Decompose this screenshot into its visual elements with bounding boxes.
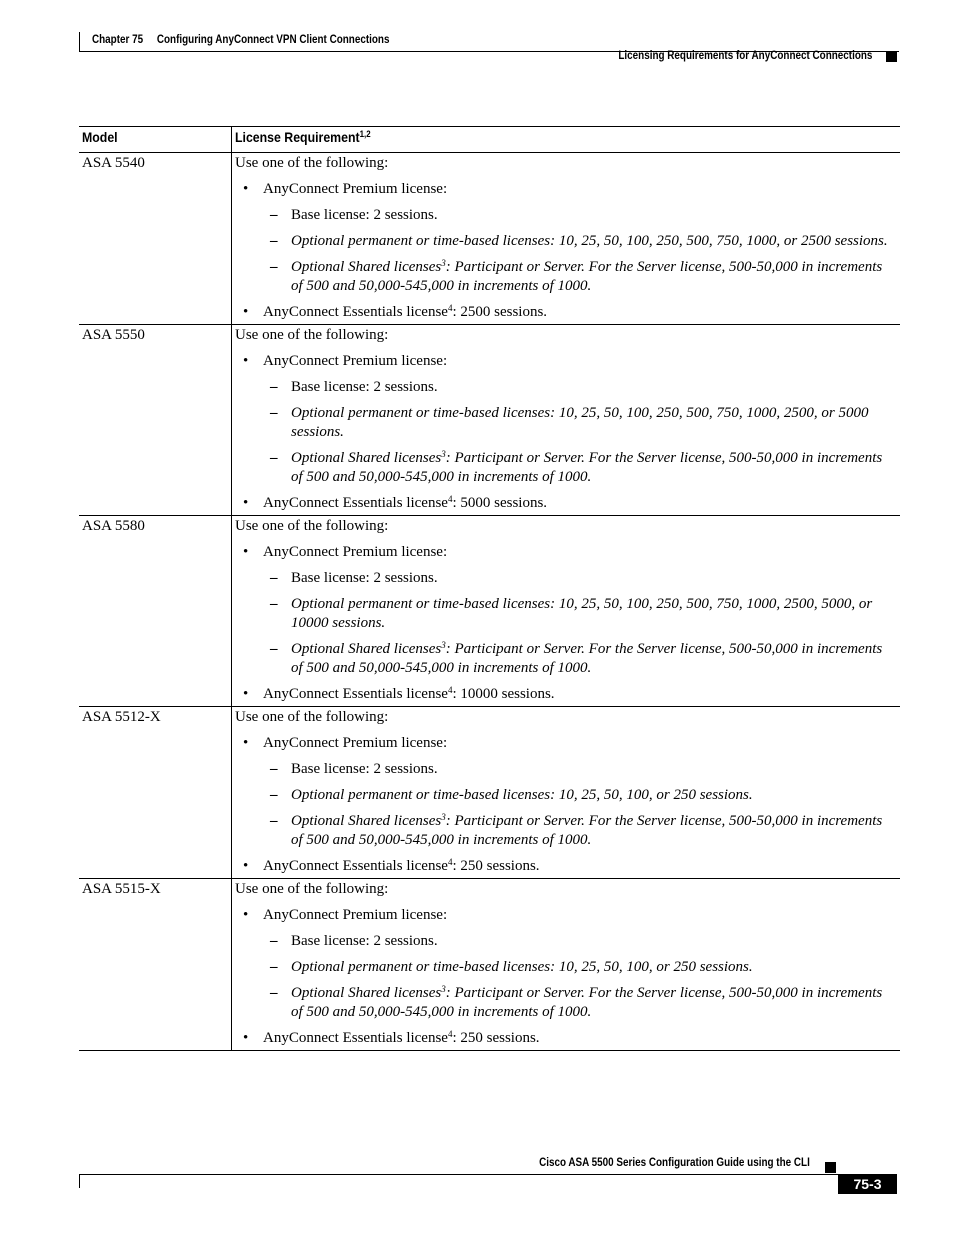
footer-guide-title: Cisco ASA 5500 Series Configuration Guide using the CLI: [539, 1157, 810, 1169]
bullet-icon: •: [243, 495, 249, 511]
list-item: [263, 569, 897, 588]
essentials-license: AnyConnect Essentials license$^4$: 250 sessions.: [263, 1029, 540, 1046]
chapter-number: Chapter 75: [92, 34, 144, 46]
table-row: [79, 516, 900, 707]
footnote-ref: 4: [447, 685, 453, 695]
footnote-ref: 3: [441, 258, 446, 268]
model-name: ASA 5550: [82, 327, 145, 343]
base-license: Base license: 2 sessions.: [291, 761, 438, 777]
license-cell: [232, 707, 901, 879]
list-item: [263, 258, 897, 296]
footer-marker: [825, 1162, 836, 1173]
row-intro: Use one of the following:: [235, 518, 389, 534]
list-item: [235, 857, 897, 876]
base-license: Base license: 2 sessions.: [291, 933, 438, 949]
header-chapter: [92, 34, 389, 46]
footnote-ref: 4: [447, 494, 453, 504]
row-intro: Use one of the following:: [235, 327, 389, 343]
list-item: [235, 1029, 897, 1048]
list-item: [235, 734, 897, 850]
optional-licenses: Optional permanent or time-based licenses: 10, 25, 50, 100, or 250 sessions.: [291, 959, 753, 975]
list-item: [263, 640, 897, 678]
license-list: [235, 734, 897, 876]
column-header-model: Model: [79, 127, 232, 153]
model-name: ASA 5512-X: [82, 709, 161, 725]
license-list: [235, 906, 897, 1048]
license-cell: [232, 879, 901, 1051]
shared-licenses: Optional Shared licenses$^3$: Participant or Server. For the Server license, 500-50,000 in increments of 500 and 50,000-545,000 in increments of 1000.: [291, 812, 883, 848]
premium-sublist: [263, 760, 897, 850]
premium-label: AnyConnect Premium license:: [263, 735, 448, 751]
premium-sublist: [263, 206, 897, 296]
base-license: Base license: 2 sessions.: [291, 570, 438, 586]
license-list: [235, 352, 897, 513]
essentials-license: AnyConnect Essentials license$^4$: 250 sessions.: [263, 857, 540, 874]
license-cell: [232, 325, 901, 516]
list-item: [263, 404, 897, 442]
table-row: [79, 153, 900, 325]
essentials-license: AnyConnect Essentials license$^4$: 5000 sessions.: [263, 494, 548, 511]
list-item: [235, 685, 897, 704]
optional-licenses: Optional permanent or time-based licenses: 10, 25, 50, 100, 250, 500, 750, 1000, or 2500 sessions.: [291, 233, 888, 249]
footnote-ref: 3: [441, 449, 446, 459]
footnote-ref: 4: [447, 857, 453, 867]
dash-icon: –: [270, 405, 278, 421]
shared-licenses: Optional Shared licenses$^3$: Participant or Server. For the Server license, 500-50,000 in increments of 500 and 50,000-545,000 in increments of 1000.: [291, 640, 883, 676]
premium-sublist: [263, 932, 897, 1022]
list-item: [263, 595, 897, 633]
bullet-icon: •: [243, 1030, 249, 1046]
model-cell: [79, 516, 232, 707]
shared-licenses: Optional Shared licenses$^3$: Participant or Server. For the Server license, 500-50,000 in increments of 500 and 50,000-545,000 in increments of 1000.: [291, 984, 883, 1020]
bullet-icon: •: [243, 686, 249, 702]
premium-label: AnyConnect Premium license:: [263, 181, 448, 197]
header-section-title: Licensing Requirements for AnyConnect Connections: [617, 50, 872, 62]
license-list: [235, 543, 897, 704]
table-header-row: [79, 127, 900, 153]
dash-icon: –: [270, 450, 278, 466]
dash-icon: –: [270, 596, 278, 612]
header-marker: [886, 51, 897, 62]
row-intro: Use one of the following:: [235, 155, 389, 171]
list-item: [263, 378, 897, 397]
bullet-icon: •: [243, 858, 249, 874]
license-requirements-table: [79, 126, 900, 1051]
essentials-license: AnyConnect Essentials license$^4$: 2500 sessions.: [263, 303, 548, 320]
bullet-icon: •: [243, 544, 249, 560]
essentials-license: AnyConnect Essentials license$^4$: 10000 sessions.: [263, 685, 555, 702]
table-row: [79, 325, 900, 516]
page-number: 75-3: [838, 1175, 897, 1194]
license-list: [235, 180, 897, 322]
list-item: [235, 352, 897, 487]
table-row: [79, 707, 900, 879]
footnote-ref: 3: [441, 812, 446, 822]
dash-icon: –: [270, 985, 278, 1001]
premium-label: AnyConnect Premium license:: [263, 544, 448, 560]
dash-icon: –: [270, 570, 278, 586]
model-cell: [79, 707, 232, 879]
footnote-ref: 3: [441, 640, 446, 650]
list-item: [263, 232, 897, 251]
list-item: [235, 906, 897, 1022]
base-license: Base license: 2 sessions.: [291, 379, 438, 395]
list-item: [263, 786, 897, 805]
premium-label: AnyConnect Premium license:: [263, 353, 448, 369]
model-name: ASA 5580: [82, 518, 145, 534]
bullet-icon: •: [243, 735, 249, 751]
optional-licenses: Optional permanent or time-based licenses: 10, 25, 50, 100, or 250 sessions.: [291, 787, 753, 803]
footnote-ref: 4: [447, 1029, 453, 1039]
premium-label: AnyConnect Premium license:: [263, 907, 448, 923]
model-cell: [79, 325, 232, 516]
list-item: [263, 932, 897, 951]
model-cell: [79, 879, 232, 1051]
list-item: [235, 180, 897, 296]
base-license: Base license: 2 sessions.: [291, 207, 438, 223]
list-item: [263, 958, 897, 977]
dash-icon: –: [270, 787, 278, 803]
dash-icon: –: [270, 761, 278, 777]
chapter-title: Configuring AnyConnect VPN Client Connections: [156, 34, 390, 46]
dash-icon: –: [270, 233, 278, 249]
shared-licenses: Optional Shared licenses$^3$: Participant or Server. For the Server license, 500-50,000 in increments of 500 and 50,000-545,000 in increments of 1000.: [291, 258, 883, 294]
model-name: ASA 5515-X: [82, 881, 161, 897]
list-item: [235, 303, 897, 322]
dash-icon: –: [270, 933, 278, 949]
model-cell: [79, 153, 232, 325]
footnote-ref: 4: [447, 303, 453, 313]
bullet-icon: •: [243, 304, 249, 320]
dash-icon: –: [270, 813, 278, 829]
list-item: [263, 812, 897, 850]
footer-rule: [79, 1174, 897, 1188]
bullet-icon: •: [243, 353, 249, 369]
license-cell: [232, 516, 901, 707]
shared-licenses: Optional Shared licenses$^3$: Participant or Server. For the Server license, 500-50,000 in increments of 500 and 50,000-545,000 in increments of 1000.: [291, 449, 883, 485]
dash-icon: –: [270, 641, 278, 657]
dash-icon: –: [270, 959, 278, 975]
table-row: [79, 879, 900, 1051]
bullet-icon: •: [243, 907, 249, 923]
list-item: [263, 984, 897, 1022]
dash-icon: –: [270, 259, 278, 275]
premium-sublist: [263, 378, 897, 487]
row-intro: Use one of the following:: [235, 881, 389, 897]
list-item: [263, 760, 897, 779]
optional-licenses: Optional permanent or time-based licenses: 10, 25, 50, 100, 250, 500, 750, 1000, 2500, or 5000 sessions.: [291, 405, 869, 440]
footnote-ref: 1,2: [359, 129, 371, 139]
footnote-ref: 3: [441, 984, 446, 994]
bullet-icon: •: [243, 181, 249, 197]
dash-icon: –: [270, 379, 278, 395]
column-header-license: License Requirement$^{1,2}$: [232, 127, 901, 153]
license-cell: [232, 153, 901, 325]
list-item: [263, 449, 897, 487]
premium-sublist: [263, 569, 897, 678]
list-item: [263, 206, 897, 225]
list-item: [235, 494, 897, 513]
optional-licenses: Optional permanent or time-based licenses: 10, 25, 50, 100, 250, 500, 750, 1000, 2500, 5000, or 10000 sessions.: [291, 596, 873, 631]
model-name: ASA 5540: [82, 155, 145, 171]
list-item: [235, 543, 897, 678]
row-intro: Use one of the following:: [235, 709, 389, 725]
dash-icon: –: [270, 207, 278, 223]
